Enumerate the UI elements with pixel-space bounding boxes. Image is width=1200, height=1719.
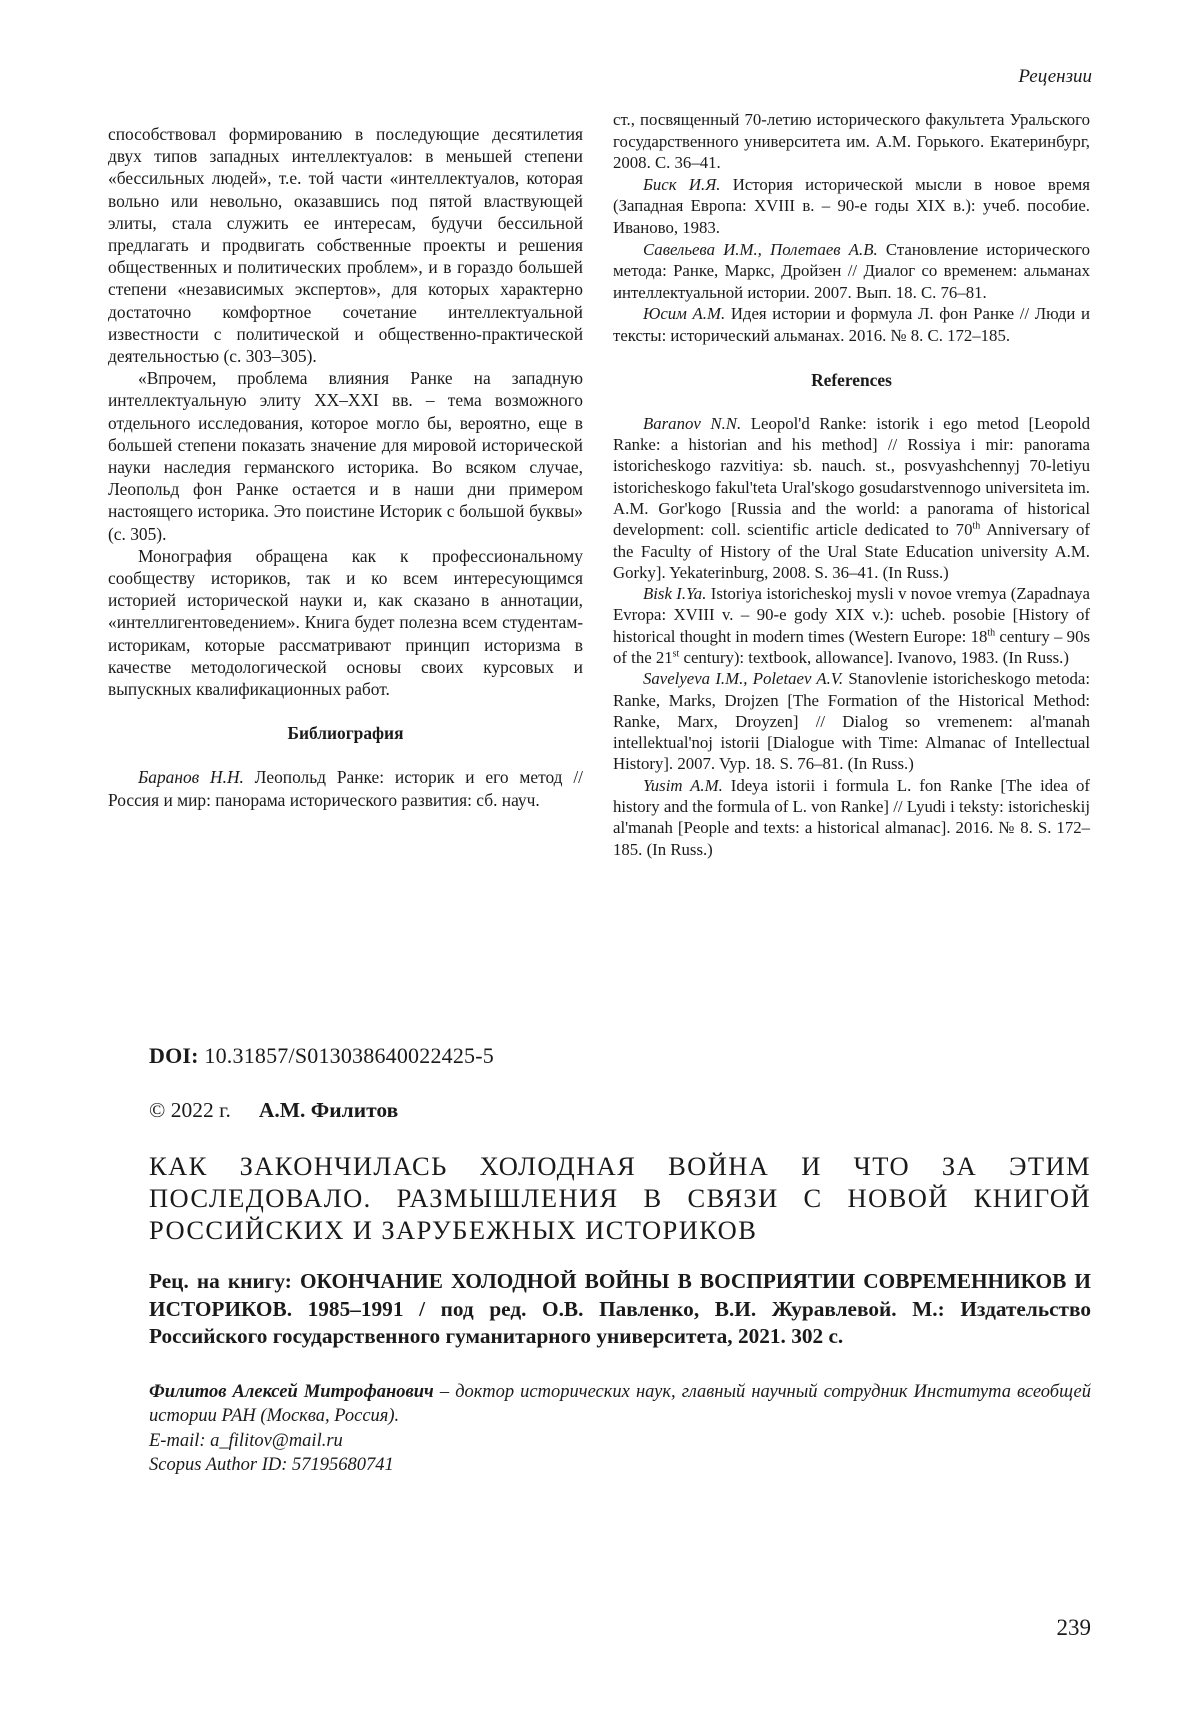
ref-superscript: st [672,648,680,660]
body-paragraph: «Впрочем, проблема влияния Ранке на западную интеллектуальную элиту XX–XXI вв. – тема возможного отдельного исследования, которое могло бы, вероятно, еще в большей степени показать значение для мировой исторической науки наследия германского историка. Во всяком случае, Леопольд фон Ранке остается и в наши дни примером настоящего историка. Это поистине Историк с большой буквы» (с. 305). [108,368,583,544]
copyright-year: © 2022 г. [149,1098,231,1122]
ref-text: Идея истории и формула Л. фон Ранке // Люди и тексты: исторический альманах. 2016. № 8. С. 172–185. [613,304,1090,345]
doi-label: DOI: [149,1043,199,1068]
bibliography-entry [108,766,583,810]
ref-author: Bisk I.Ya. [643,584,707,604]
ref-text: Леопольд Ранке: историк и его метод // Россия и мир: панорама исторического развития: сб. науч. [108,767,583,810]
left-column [108,123,583,811]
page-number: 239 [1056,1615,1091,1640]
ref-text: Anniversary of the Faculty of History of the Ural State Education university A.M. Gorky]. Yekaterinburg, 2008. S. 36–41. (In Russ.) [613,520,1090,582]
doi-line [149,1043,494,1069]
author-full-name: Филитов Алексей Митрофанович [149,1382,434,1402]
ref-text: Stanovlenie istoricheskogo metoda: Ranke, Marks, Drojzen [The Formation of the Historical Method: Ranke, Marx, Droyzen] // Dialog so vremenem: al'manah intellektual'noj istorii [Dialogue with Time: Almanac of Intellectual History]. 2007. Vyp. 18. S. 76–81. (In Russ.) [613,669,1090,774]
ref-author: Юсим А.М. [643,304,726,324]
ref-text: century – 90s of the 21 [613,626,1090,667]
ref-text: История исторической мысли в новое время (Западная Европа: XVIII в. – 90-е годы XIX в.): учеб. пособие. Иваново, 1983. [613,174,1090,237]
ref-text: Leopol'd Ranke: istorik i ego metod [Leopold Ranke: a historian and his method] // Rossiya i mir: panorama istoricheskogo razvitiya: sb. nauch. st., posvyashchennyj 70-letiyu istoricheskogo fakul'teta Ural'skogo gosudarstvennogo universiteta im. A.M. Gor'kogo [Russia and the world: a panorama of historical development: coll. scientific article dedicated to 70 [613,413,1091,540]
bibliography-entry [613,303,1090,346]
ref-text: century): textbook, allowance]. Ivanovo, 1983. (In Russ.) [679,648,1069,667]
ref-author: Savelyeva I.M., Poletaev A.V. [643,669,844,689]
references-heading: References [811,369,892,390]
ref-superscript: th [987,627,996,639]
reference-entry [613,413,1090,583]
author-email[interactable]: E-mail: a_filitov@mail.ru [149,1430,343,1451]
section-label: Рецензии [1018,66,1092,87]
body-paragraph: способствовал формированию в последующие десятилетия двух типов западных интеллектуалов: в меньшей степени «бессильных людей», т.е. той части «интеллектуалов, которая вольно или невольно, оказавшись под пятой властвующей элиты, стала служить ее интересам, будучи бессильной предлагать и продвигать собственные проекты и решения общественных и политических проблем», и в гораздо большей степени «независимых экспертов», для которых характерно достаточно комфортное сочетание интеллектуальной известности с политической и общественно-практической деятельностью (с. 303–305). [108,124,583,367]
bibliography-continued: ст., посвященный 70-летию исторического факультета Уральского государственного университета им. А.М. Горького. Екатеринбург, 2008. С. 36–41. [613,110,1090,173]
author-description: – доктор исторических наук, главный научный сотрудник Института всеобщей истории РАН (Москва, Россия). [149,1382,1091,1427]
article-title: КАК ЗАКОНЧИЛАСЬ ХОЛОДНАЯ ВОЙНА И ЧТО ЗА ЭТИМ ПОСЛЕДОВАЛО. РАЗМЫШЛЕНИЯ В СВЯЗИ С НОВОЙ КНИГОЙ РОССИЙСКИХ И ЗАРУБЕЖНЫХ ИСТОРИКОВ [149,1151,1091,1245]
body-paragraph: Монография обращена как к профессиональному сообществу историков, так и ко всем интересующимся историей исторической науки и, как сказано в аннотации, «интеллигентоведением». Книга будет полезна всем студентам-историкам, которые рассматривают принцип историзма в качестве методологической основы своих курсовых и выпускных квалификационных работ. [108,545,583,700]
ref-author: Биск И.Я. [643,174,721,194]
copyright-line [149,1098,398,1123]
ref-text: Ideya istorii i formula L. fon Ranke [The idea of history and the formula of L. von Ranke] // Lyudi i teksty: istoricheskij al'manah [People and texts: a historical almanac]. 2016. № 8. S. 172–185. (In Russ.) [613,775,1090,859]
ref-superscript: th [972,520,981,532]
author-affiliation [149,1380,1091,1429]
ref-author: Савельева И.М., Полетаев А.В. [643,239,878,259]
ref-author: Yusim A.M. [643,775,723,795]
ref-text: Istoriya istoricheskoj mysli v novoe vremya (Zapadnaya Evropa: XVIII v. – 90-e gody XIX v.): ucheb. posobie [History of historical thought in modern times (Western Europe: 18 [613,584,1091,646]
ref-author: Baranov N.N. [643,413,742,433]
references-list [613,413,1090,860]
right-column [613,109,1090,860]
author-info [149,1380,1091,1477]
doi-value[interactable]: 10.31857/S013038640022425-5 [198,1043,494,1068]
reviewed-book: Рец. на книгу: ОКОНЧАНИЕ ХОЛОДНОЙ ВОЙНЫ В ВОСПРИЯТИИ СОВРЕМЕННИКОВ И ИСТОРИКОВ. 1985–1991 / под ред. О.В. Павленко, В.И. Журавлевой. М.: Издательство Российского государственного гуманитарного университета, 2021. 302 с. [149,1269,1091,1348]
reference-entry [613,775,1090,860]
bibliography-entry [613,239,1090,304]
reference-entry [613,668,1090,774]
bibliography-entry [613,174,1090,239]
bibliography-heading: Библиография [287,723,404,744]
article-author: А.М. Филитов [258,1098,399,1122]
reference-entry [613,583,1090,668]
ref-text: Становление исторического метода: Ранке, Маркс, Дройзен // Диалог со временем: альманах интеллектуальной истории. 2007. Вып. 18. С. 76–81. [613,239,1090,302]
ref-author: Баранов Н.Н. [138,767,244,788]
author-scopus-id: Scopus Author ID: 57195680741 [149,1454,394,1475]
